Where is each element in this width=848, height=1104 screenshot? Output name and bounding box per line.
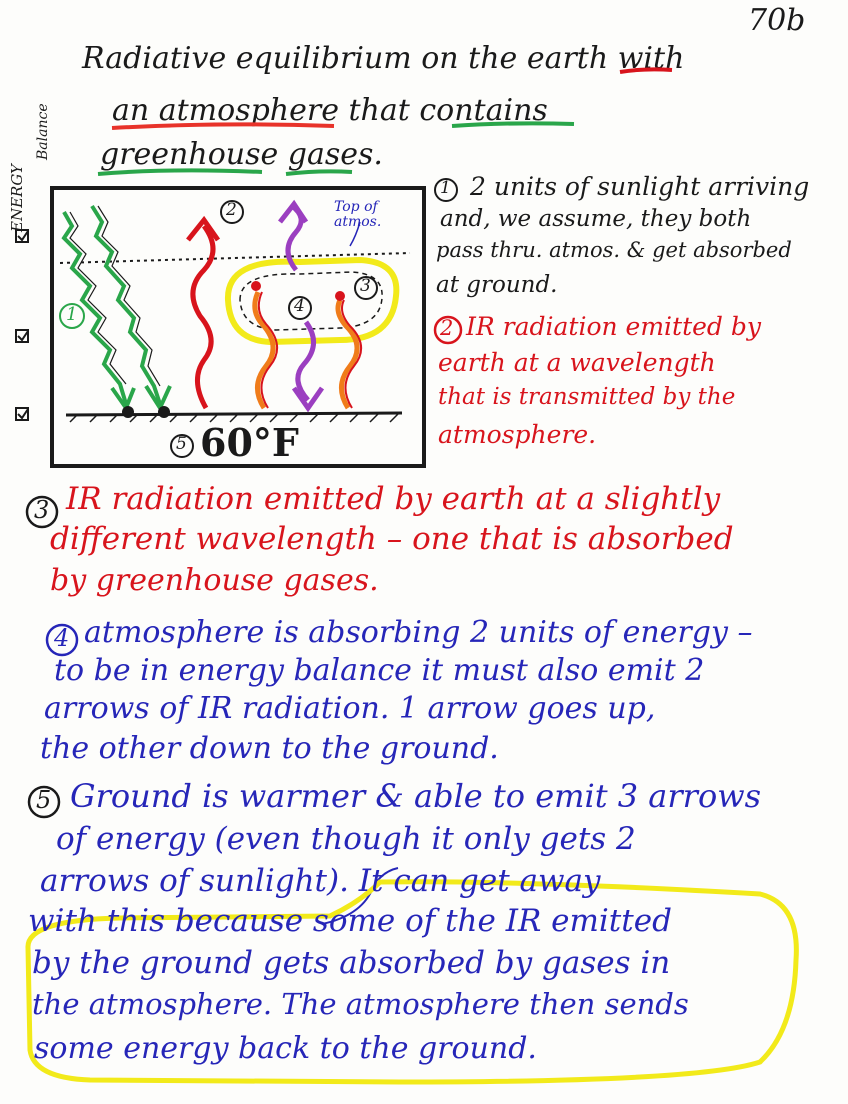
underline-gases [286,171,352,174]
note5-line-6: the atmosphere. The atmosphere then sends [32,987,689,1021]
note5-line-7: some energy back to the ground. [34,1031,537,1066]
ir-absorbed-arrow-1 [255,292,273,408]
note4-line-4: the other down to the ground. [40,731,499,766]
energy-label: ENERGY [8,164,26,232]
note5-line-3: arrows of sunlight). It can get away [40,863,601,899]
diagram-label-1: 1 [66,304,78,325]
underline-contains [452,123,574,126]
note4-line-2: to be in energy balance it must also emit 2 [54,653,705,688]
note1-line-3: pass thru. atmos. & get absorbed [436,238,792,262]
note5-line-1: Ground is warmer & able to emit 3 arrows [70,777,762,815]
ir-transmitted-arrow [193,226,213,408]
gas-molecule-2 [335,291,345,301]
ir-transmitted-arrowhead [188,220,218,240]
note3-line-1: IR radiation emitted by earth at a slightly [66,481,721,517]
note4-line-1: atmosphere is absorbing 2 units of energy – [84,615,753,650]
underline-atmosphere [112,124,334,128]
underline-with [620,69,672,72]
note2-line-2: earth at a wavelength [438,348,716,377]
note3-num: 3 [34,496,50,524]
underline-greenhouse [98,170,262,174]
note5-line-2: of energy (even though it only gets 2 [56,821,636,857]
note2-line-3: that is transmitted by the [438,384,736,410]
note1-line-4: at ground. [436,272,558,298]
diagram-label-4: 4 [294,296,305,316]
note3-line-3: by greenhouse gases. [50,563,379,598]
temperature-label: 60°F [200,420,299,465]
diagram-label-3: 3 [360,276,371,296]
note4-num: 4 [54,624,70,652]
page-number: 70b [748,3,806,38]
title-with: with [617,41,685,76]
diagram-label-2: 2 [226,200,237,220]
note5-line-4: with this because some of the IR emitted [28,903,672,939]
note1-line-1: 2 units of sunlight arriving [470,172,810,201]
title-contains: contains [419,93,548,128]
note5-num: 5 [36,786,52,814]
balance-text: Balance [35,103,51,160]
note1-num: 1 [440,178,451,198]
absorption-dot-1 [122,406,134,418]
note5-line-5: by the ground gets absorbed by gases in [32,945,671,981]
note3-line-2: different wavelength – one that is absorbed [50,521,734,557]
note1-line-2: and, we assume, they both [440,206,752,232]
side-checkboxes [16,230,28,420]
diagram-label-5: 5 [176,434,187,454]
title-line-1-text: Radiative equilibrium on the earth [82,41,618,76]
gas-molecule-1 [251,281,261,291]
note4-line-3: arrows of IR radiation. 1 arrow goes up, [44,691,656,726]
title-gases: gases. [278,137,383,172]
note2-num: 2 [440,316,454,340]
atmosphere-emit-up-arrowhead [280,204,306,222]
top-of-atmos-label: Top of atmos. [334,199,382,231]
note2-line-1: IR radiation emitted by [466,312,762,341]
title-that: that [338,93,420,128]
title-greenhouse: greenhouse [100,137,279,172]
ir-absorbed-arrow-2 [338,300,357,408]
atmosphere-emit-down-arrow [298,322,314,400]
note2-line-4: atmosphere. [438,420,597,449]
absorption-dot-2 [158,406,170,418]
title-atmosphere: an atmosphere [112,93,339,128]
